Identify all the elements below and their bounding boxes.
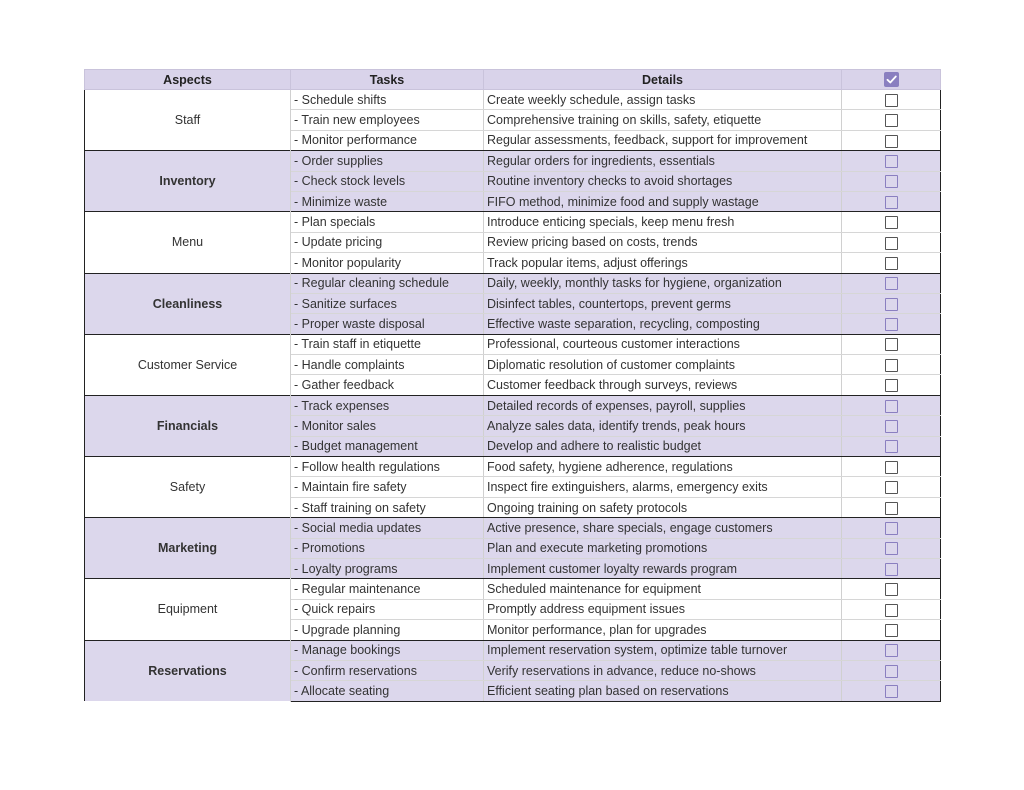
checkbox-cell (842, 253, 941, 273)
task-cell: - Social media updates (291, 518, 484, 538)
checkbox-cell (842, 436, 941, 456)
task-cell: - Upgrade planning (291, 620, 484, 640)
task-checkbox[interactable] (885, 155, 898, 168)
task-cell: - Train staff in etiquette (291, 334, 484, 354)
aspect-label: Staff (85, 90, 291, 151)
detail-cell: Detailed records of expenses, payroll, supplies (484, 395, 842, 415)
aspect-group (85, 518, 941, 579)
checkbox-cell (842, 640, 941, 660)
checkbox-cell (842, 130, 941, 150)
checkbox-cell (842, 477, 941, 497)
header-aspects: Aspects (85, 70, 291, 90)
checkbox-cell (842, 110, 941, 130)
aspect-group (85, 640, 941, 701)
detail-cell: Effective waste separation, recycling, composting (484, 314, 842, 334)
table-row (85, 457, 941, 477)
table-row (85, 518, 941, 538)
table-row (85, 640, 941, 660)
aspect-label: Marketing (85, 518, 291, 579)
checkbox-cell (842, 497, 941, 517)
checkbox-cell (842, 558, 941, 578)
detail-cell: Plan and execute marketing promotions (484, 538, 842, 558)
task-checkbox[interactable] (885, 94, 898, 107)
checkbox-cell (842, 334, 941, 354)
checkbox-cell (842, 599, 941, 619)
task-cell: - Budget management (291, 436, 484, 456)
checkbox-cell (842, 355, 941, 375)
checklist-table (84, 69, 941, 702)
checkbox-cell (842, 90, 941, 110)
task-cell: - Monitor sales (291, 416, 484, 436)
checkbox-cell (842, 151, 941, 171)
task-cell: - Loyalty programs (291, 558, 484, 578)
task-checkbox[interactable] (885, 114, 898, 127)
task-cell: - Minimize waste (291, 191, 484, 211)
detail-cell: Implement reservation system, optimize table turnover (484, 640, 842, 660)
detail-cell: Ongoing training on safety protocols (484, 497, 842, 517)
checkbox-cell (842, 457, 941, 477)
task-cell: - Monitor popularity (291, 253, 484, 273)
aspect-label: Inventory (85, 151, 291, 212)
checkbox-cell (842, 232, 941, 252)
task-checkbox[interactable] (885, 481, 898, 494)
task-cell: - Manage bookings (291, 640, 484, 660)
task-cell: - Monitor performance (291, 130, 484, 150)
detail-cell: Daily, weekly, monthly tasks for hygiene, organization (484, 273, 842, 293)
task-checkbox[interactable] (885, 379, 898, 392)
task-checkbox[interactable] (885, 298, 898, 311)
checkbox-cell (842, 538, 941, 558)
checkbox-cell (842, 293, 941, 313)
aspect-group (85, 273, 941, 334)
checkbox-cell (842, 518, 941, 538)
header-checkbox-checked-icon[interactable] (884, 72, 899, 87)
task-cell: - Maintain fire safety (291, 477, 484, 497)
aspect-group (85, 395, 941, 456)
checkbox-cell (842, 660, 941, 680)
task-checkbox[interactable] (885, 216, 898, 229)
checkbox-cell (842, 273, 941, 293)
checkbox-cell (842, 579, 941, 599)
detail-cell: FIFO method, minimize food and supply wastage (484, 191, 842, 211)
task-checkbox[interactable] (885, 685, 898, 698)
task-cell: - Check stock levels (291, 171, 484, 191)
aspect-group (85, 457, 941, 518)
header-row (85, 70, 941, 90)
table-row (85, 579, 941, 599)
table-row (85, 273, 941, 293)
aspect-label: Financials (85, 395, 291, 456)
detail-cell: Develop and adhere to realistic budget (484, 436, 842, 456)
checkbox-cell (842, 191, 941, 211)
task-checkbox[interactable] (885, 542, 898, 555)
task-cell: - Confirm reservations (291, 660, 484, 680)
detail-cell: Verify reservations in advance, reduce no-shows (484, 660, 842, 680)
task-cell: - Order supplies (291, 151, 484, 171)
detail-cell: Track popular items, adjust offerings (484, 253, 842, 273)
table-row (85, 395, 941, 415)
task-checkbox[interactable] (885, 644, 898, 657)
task-checkbox[interactable] (885, 359, 898, 372)
table-row (85, 212, 941, 232)
task-checkbox[interactable] (885, 135, 898, 148)
task-checkbox[interactable] (885, 522, 898, 535)
checkbox-cell (842, 171, 941, 191)
task-checkbox[interactable] (885, 400, 898, 413)
task-cell: - Promotions (291, 538, 484, 558)
task-cell: - Proper waste disposal (291, 314, 484, 334)
detail-cell: Active presence, share specials, engage customers (484, 518, 842, 538)
detail-cell: Create weekly schedule, assign tasks (484, 90, 842, 110)
header-tasks: Tasks (291, 70, 484, 90)
table-row (85, 90, 941, 110)
checkbox-cell (842, 620, 941, 640)
table-row (85, 151, 941, 171)
task-checkbox[interactable] (885, 604, 898, 617)
task-checkbox[interactable] (885, 583, 898, 596)
task-checkbox[interactable] (885, 502, 898, 515)
task-cell: - Regular cleaning schedule (291, 273, 484, 293)
aspect-label: Safety (85, 457, 291, 518)
detail-cell: Professional, courteous customer interactions (484, 334, 842, 354)
task-checkbox[interactable] (885, 338, 898, 351)
aspect-label: Equipment (85, 579, 291, 640)
header-details: Details (484, 70, 842, 90)
detail-cell: Routine inventory checks to avoid shortages (484, 171, 842, 191)
aspect-label: Reservations (85, 640, 291, 701)
task-cell: - Regular maintenance (291, 579, 484, 599)
aspect-group (85, 212, 941, 273)
task-checkbox[interactable] (885, 277, 898, 290)
aspect-label: Menu (85, 212, 291, 273)
detail-cell: Customer feedback through surveys, reviews (484, 375, 842, 395)
detail-cell: Introduce enticing specials, keep menu fresh (484, 212, 842, 232)
detail-cell: Food safety, hygiene adherence, regulations (484, 457, 842, 477)
aspect-label: Cleanliness (85, 273, 291, 334)
detail-cell: Regular assessments, feedback, support for improvement (484, 130, 842, 150)
detail-cell: Comprehensive training on skills, safety, etiquette (484, 110, 842, 130)
detail-cell: Review pricing based on costs, trends (484, 232, 842, 252)
aspect-label: Customer Service (85, 334, 291, 395)
aspect-group (85, 151, 941, 212)
checkbox-cell (842, 314, 941, 334)
checkbox-cell (842, 416, 941, 436)
task-checkbox[interactable] (885, 175, 898, 188)
checkbox-cell (842, 681, 941, 701)
task-cell: - Staff training on safety (291, 497, 484, 517)
task-checkbox[interactable] (885, 237, 898, 250)
task-cell: - Allocate seating (291, 681, 484, 701)
task-cell: - Train new employees (291, 110, 484, 130)
detail-cell: Diplomatic resolution of customer complaints (484, 355, 842, 375)
task-cell: - Quick repairs (291, 599, 484, 619)
table-row (85, 334, 941, 354)
detail-cell: Regular orders for ingredients, essentials (484, 151, 842, 171)
task-cell: - Plan specials (291, 212, 484, 232)
task-cell: - Track expenses (291, 395, 484, 415)
task-cell: - Sanitize surfaces (291, 293, 484, 313)
task-checkbox[interactable] (885, 420, 898, 433)
detail-cell: Analyze sales data, identify trends, peak hours (484, 416, 842, 436)
detail-cell: Implement customer loyalty rewards program (484, 558, 842, 578)
task-cell: - Follow health regulations (291, 457, 484, 477)
detail-cell: Disinfect tables, countertops, prevent germs (484, 293, 842, 313)
aspect-group (85, 579, 941, 640)
task-checkbox[interactable] (885, 624, 898, 637)
checkbox-cell (842, 212, 941, 232)
header-checkbox-cell (842, 70, 941, 90)
detail-cell: Scheduled maintenance for equipment (484, 579, 842, 599)
detail-cell: Efficient seating plan based on reservations (484, 681, 842, 701)
task-checkbox[interactable] (885, 257, 898, 270)
task-checkbox[interactable] (885, 461, 898, 474)
task-cell: - Update pricing (291, 232, 484, 252)
task-cell: - Gather feedback (291, 375, 484, 395)
checkbox-cell (842, 395, 941, 415)
task-checkbox[interactable] (885, 440, 898, 453)
task-cell: - Handle complaints (291, 355, 484, 375)
detail-cell: Inspect fire extinguishers, alarms, emergency exits (484, 477, 842, 497)
task-checkbox[interactable] (885, 665, 898, 678)
aspect-group (85, 90, 941, 151)
task-cell: - Schedule shifts (291, 90, 484, 110)
checkbox-cell (842, 375, 941, 395)
aspect-group (85, 334, 941, 395)
task-checkbox[interactable] (885, 563, 898, 576)
detail-cell: Monitor performance, plan for upgrades (484, 620, 842, 640)
detail-cell: Promptly address equipment issues (484, 599, 842, 619)
task-checkbox[interactable] (885, 196, 898, 209)
task-checkbox[interactable] (885, 318, 898, 331)
